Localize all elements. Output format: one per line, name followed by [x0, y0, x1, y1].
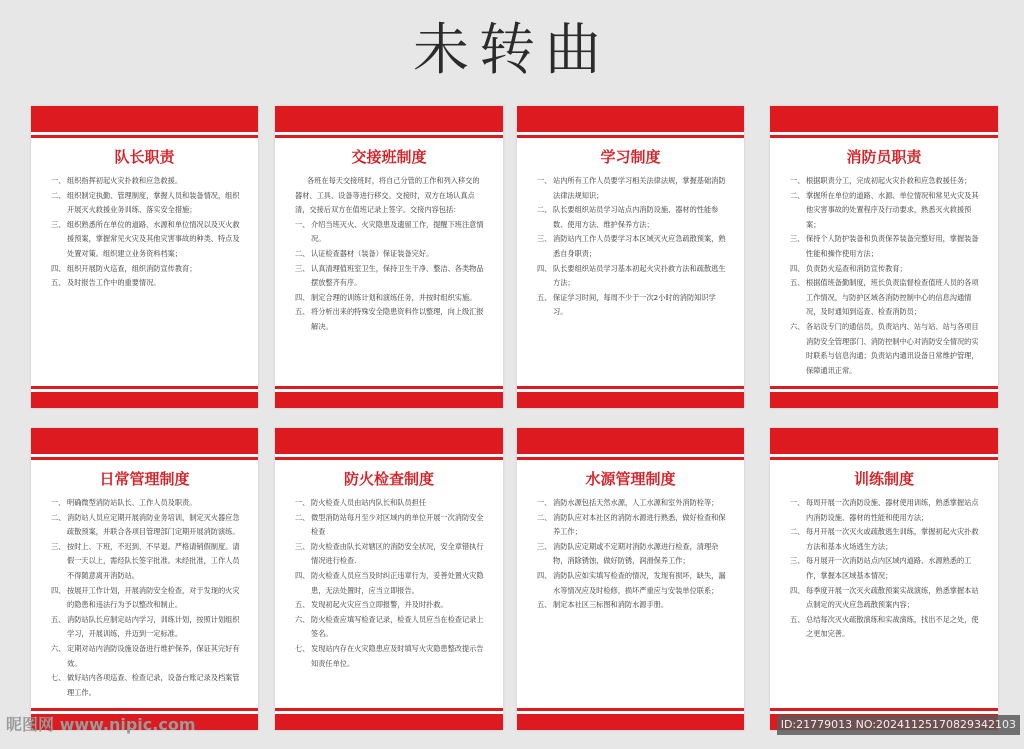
board-bottom-band — [770, 392, 998, 408]
watermark-logo: 昵图网 www.nipic.com — [6, 715, 196, 734]
board-top-band — [517, 428, 744, 454]
list-item — [790, 276, 980, 320]
list-item-text: 队长要组织站员学习站点内消防设施、器材的性能参数、使用方法、维护保养方法； — [553, 205, 719, 229]
board-top-line — [770, 457, 998, 460]
list-item — [537, 569, 726, 598]
list-item — [295, 613, 485, 642]
list-item — [51, 511, 240, 540]
list-item-text: 组织熟悉所在单位的道路、水源和单位情况以及灭火救援预案，掌握常见火灾及其他灾害事故的种类、特点及处置对策。组织建立业务资料档案； — [67, 219, 240, 258]
board-body — [51, 174, 240, 291]
list-item — [537, 203, 726, 232]
list-item-number: 五、 — [537, 600, 552, 610]
list-item-text: 消防队应如实填写检查的情况，发现有损坏，缺失，漏水等情况应及时检修，损坏严重应与安装单位联系； — [553, 570, 726, 595]
list-item — [790, 232, 980, 261]
board-body — [790, 174, 980, 378]
board-top-band — [31, 106, 258, 132]
list-item-text: 发现初起火灾应当立即报警，并及时扑救。 — [311, 600, 448, 610]
list-item-number: 四、 — [790, 585, 805, 595]
board-6 — [275, 428, 503, 730]
list-item — [51, 584, 240, 613]
list-item-text: 认证检查器材（装备）保证装备完好。 — [311, 248, 434, 258]
board-bottom-line — [770, 386, 998, 389]
list-item-text: 站内所有工作人员要学习相关法律法规，掌握基础消防法律法规知识； — [553, 176, 726, 200]
list-item — [295, 218, 485, 247]
list-item-text: 明确微型消防站队长、工作人员及职责。 — [67, 498, 197, 507]
list-item-text: 掌握所在单位的道路、水源、单位情况和常见火灾及其他灾害事故的处置程序及行动要求，熟悉灭火救援预案； — [806, 190, 979, 229]
board-body — [537, 174, 726, 320]
list-item-number: 四、 — [790, 263, 805, 273]
list-item-text: 每周开展一次消防设施、器材使用训练，熟悉掌握站点内消防设施、器材的性能和使用方法； — [806, 498, 979, 522]
list-item — [537, 232, 726, 261]
list-item-number: 七、 — [295, 643, 310, 653]
list-item-number: 六、 — [790, 321, 805, 331]
list-item-text: 防火检查人员由站内队长和队员担任 — [311, 498, 427, 507]
list-item — [537, 174, 726, 203]
board-top-line — [517, 457, 744, 460]
list-item-text: 每月开展一次灭火或疏散逃生训练，掌握初起火灾扑救方法和基本火场逃生方法； — [806, 527, 979, 551]
board-bottom-line — [517, 386, 744, 389]
board-bottom-line — [517, 708, 744, 711]
board-2 — [275, 106, 503, 408]
list-item-number: 五、 — [537, 292, 552, 302]
list-item-text: 根据值班备勤制度，班长负责监督检查值班人员的各项工作情况，与防护区域各消防控制中心的信息沟通情况，及时通知到巡查、检查消防员； — [806, 278, 979, 317]
board-title: 训练制度 — [853, 470, 914, 488]
list-item — [790, 189, 980, 233]
list-item — [790, 613, 980, 642]
list-item-text: 按展开工作计划，开展消防安全检查，对于发现的火灾的隐患和违法行为予以整改和制止。 — [67, 585, 240, 610]
list-item — [295, 569, 485, 598]
list-item-text: 防火检查由队长对辖区的消防安全状况，安全章错执行情况进行检查. — [311, 541, 484, 566]
list-item-text: 消防站内工作人员要学习本区域灭火应急疏散预案，熟悉自身职责； — [553, 234, 726, 258]
list-item-text: 消防站人员应定期开展消防业务培训，制定灭火器应急疏散预案，并联合各项目管理部门定期开展消防演练。 — [67, 512, 240, 537]
board-title: 消防员职责 — [846, 148, 922, 166]
list-item-number: 二、 — [295, 512, 310, 522]
board-top-band — [770, 106, 998, 132]
list-item-text: 消防站队长应制定站内学习，训练计划，按照计划组织学习，开展训练，并迈到一定标准。 — [67, 614, 240, 639]
board-body — [295, 174, 485, 335]
board-3 — [517, 106, 744, 408]
list-item — [537, 511, 726, 540]
board-4 — [770, 106, 998, 408]
list-item — [295, 247, 485, 262]
board-top-line — [31, 457, 258, 460]
list-item — [790, 525, 980, 554]
board-top-line — [275, 457, 503, 460]
list-item-number: 一、 — [295, 219, 310, 229]
board-title: 防火检查制度 — [343, 470, 434, 488]
list-item-number: 六、 — [295, 614, 310, 624]
board-title: 日常管理制度 — [99, 470, 190, 488]
list-item-number: 四、 — [537, 263, 552, 273]
list-item-text: 微型消防站每月至少对区域内的单位开展一次消防安全检查 — [311, 512, 484, 537]
list-item-number: 二、 — [51, 512, 66, 522]
list-item — [295, 305, 485, 334]
list-item-number: 三、 — [790, 556, 805, 566]
list-item-text: 将分析出来的特殊安全隐患资料作以整理，向上级汇报解决。 — [311, 307, 484, 331]
list-item-number: 一、 — [51, 498, 66, 507]
board-top-band — [770, 428, 998, 454]
list-item-number: 四、 — [537, 570, 552, 580]
board-body — [537, 496, 726, 613]
list-item-number: 二、 — [51, 190, 66, 200]
board-bottom-band — [31, 392, 258, 408]
list-item — [537, 262, 726, 291]
board-paragraph: 各班在每天交接班时，将自己分管的工作和列入移交的器材、工具、设备等进行移交。交接时，双方在场认真点清，交接后双方在值班记录上签字。交接内容包括： — [295, 176, 480, 215]
list-item — [51, 218, 240, 262]
board-5 — [31, 428, 258, 730]
list-item-text: 制定合理的训练计划和演练任务，并按时组织实施。 — [311, 292, 477, 302]
list-item-text: 及时报告工作中的重要情况。 — [67, 278, 161, 288]
list-item-text: 消防队应对本社区的消防水源进行熟悉，做好检查和保养工作； — [553, 512, 726, 537]
board-top-line — [770, 135, 998, 138]
list-item-number: 五、 — [51, 278, 66, 288]
list-item-number: 七、 — [51, 673, 66, 683]
board-body — [295, 496, 485, 671]
list-item-number: 三、 — [537, 234, 552, 244]
list-item — [51, 540, 240, 584]
list-item — [295, 291, 485, 306]
list-item — [537, 291, 726, 320]
list-item-number: 三、 — [790, 234, 805, 244]
list-item-text: 组织开展防火巡查，组织消防宣传教育； — [67, 263, 197, 273]
board-bottom-line — [275, 386, 503, 389]
list-item — [295, 642, 485, 671]
board-bottom-band — [517, 714, 744, 730]
board-top-band — [275, 428, 503, 454]
board-top-line — [275, 135, 503, 138]
list-item — [51, 276, 240, 291]
board-1 — [31, 106, 258, 408]
board-bottom-line — [770, 708, 998, 711]
list-item-number: 五、 — [295, 307, 310, 317]
list-item — [295, 496, 485, 511]
list-item-text: 消防水源包括天然水源，人工水源和室外消防栓等； — [553, 498, 719, 507]
list-item-number: 三、 — [295, 541, 310, 551]
board-bottom-band — [517, 392, 744, 408]
list-item-number: 三、 — [51, 541, 66, 551]
board-bottom-line — [31, 708, 258, 711]
board-title: 交接班制度 — [351, 148, 427, 166]
list-item-text: 每季度开展一次灭火疏散预案实战演练，熟悉掌握本站点制定的灭火应急疏散预案内容； — [806, 585, 979, 610]
list-item — [51, 262, 240, 277]
list-item-number: 一、 — [295, 498, 310, 507]
list-item-number: 三、 — [295, 263, 310, 273]
list-item-number: 一、 — [790, 176, 805, 185]
list-item — [790, 174, 980, 189]
board-body — [790, 496, 980, 642]
list-item — [295, 540, 485, 569]
list-item-text: 根据职责分工，完成初起火灾扑救和应急救援任务； — [806, 176, 972, 185]
list-item — [790, 496, 980, 525]
board-body — [51, 496, 240, 700]
list-item-number: 二、 — [790, 527, 805, 537]
list-item-text: 发现站内存在火灾隐患应及时填写火灾隐患整改提示告知责任单位。 — [311, 643, 484, 668]
list-item — [537, 496, 726, 511]
list-item-number: 三、 — [537, 541, 552, 551]
list-item-text: 认真清理值班室卫生，保持卫生干净、整洁、各类物品摆放整齐有序。 — [311, 263, 484, 288]
list-item-text: 保持个人防护装备和负责保养装备完整好用，掌握装备性能和操作使用方法； — [806, 234, 979, 258]
board-top-band — [31, 428, 258, 454]
list-item-text: 各站设专门的通信员，负责站内、站与站、站与各项目消防安全管理部门、消防控制中心对消防安全情况的实时联系与信息沟通；负责站内通讯设备日常维护管理，保障通讯正常。 — [806, 321, 979, 375]
list-item-text: 保证学习时间，每周不少于一次2小时的消防知识学习。 — [553, 292, 716, 317]
list-item — [537, 540, 726, 569]
list-item — [51, 642, 240, 671]
list-item-text: 负责防火巡查和消防宣传教育； — [806, 263, 907, 273]
list-item-number: 四、 — [295, 292, 310, 302]
board-bottom-band — [275, 392, 503, 408]
board-top-band — [275, 106, 503, 132]
board-8 — [770, 428, 998, 730]
list-item-number: 五、 — [790, 614, 805, 624]
list-item — [790, 554, 980, 583]
list-item-number: 一、 — [537, 176, 552, 185]
list-item-text: 消防队应定期或不定期对消防水源进行检查，清理杂物，消除锈蚀，做好防锈，润滑保养工作； — [553, 541, 719, 566]
list-item — [51, 496, 240, 511]
list-item-text: 每月展开一次消防站点内区域内道路、水源熟悉的工作，掌握本区域基本情况； — [806, 556, 972, 580]
board-title: 学习制度 — [600, 148, 661, 166]
list-item — [790, 262, 980, 277]
list-item-text: 队长要组织站员学习基本初起火灾扑救方法和疏散逃生方法； — [553, 263, 726, 288]
board-bottom-line — [31, 386, 258, 389]
list-item-number: 四、 — [295, 570, 310, 580]
list-item — [295, 511, 485, 540]
list-item-text: 定期对站内消防设施设备进行维护保养，保证其完好有效。 — [67, 643, 240, 668]
list-item-number: 五、 — [790, 278, 805, 288]
list-item-number: 二、 — [295, 248, 310, 258]
list-item — [790, 320, 980, 378]
board-7 — [517, 428, 744, 730]
list-item — [51, 174, 240, 189]
list-item-number: 五、 — [295, 600, 310, 610]
list-item-number: 一、 — [51, 176, 66, 185]
list-item-text: 防火检查人员应当及时纠正违章行为，妥善处置火灾隐患，无法处置时，应当立即报告。 — [311, 570, 484, 595]
list-item-number: 一、 — [537, 498, 552, 507]
list-item-number: 二、 — [790, 190, 805, 200]
list-item — [537, 598, 726, 613]
page-title: 未转曲 — [413, 18, 611, 83]
list-item-text: 介绍当班灭火、火灾隐患及遗留工作，提醒下班注意情况。 — [311, 219, 484, 244]
board-bottom-band — [275, 714, 503, 730]
board-top-band — [517, 106, 744, 132]
board-top-line — [517, 135, 744, 138]
list-item-number: 二、 — [537, 205, 552, 215]
list-item — [295, 598, 485, 613]
list-item-number: 四、 — [51, 585, 66, 595]
list-item-text: 制定本社区三标图和消防水源手册。 — [553, 600, 669, 610]
board-top-line — [31, 135, 258, 138]
list-item-number: 五、 — [51, 614, 66, 624]
list-item-text: 做好站内各项巡查、检查记录，设备台账记录及档案管理工作。 — [67, 673, 240, 697]
list-item — [51, 189, 240, 218]
list-item-text: 组织指挥初起火灾扑救和应急救援。 — [67, 176, 183, 185]
list-item-number: 一、 — [790, 498, 805, 507]
list-item-number: 六、 — [51, 643, 66, 653]
list-item — [790, 584, 980, 613]
board-bottom-line — [275, 708, 503, 711]
board-title: 队长职责 — [114, 148, 175, 166]
list-item-number: 二、 — [537, 512, 552, 522]
list-item-text: 按时上、下班，不迟到、不早退。严格请销假制度。请假一天以上，需经队长签字批准。未经批准，工作人员不得随意离开消防站。 — [67, 541, 240, 580]
list-item — [51, 613, 240, 642]
list-item — [51, 671, 240, 700]
list-item-text: 防火检查应填写检查记录，检查人员应当在检查记录上签名。 — [311, 614, 484, 639]
board-title: 水源管理制度 — [585, 470, 676, 488]
list-item-number: 四、 — [51, 263, 66, 273]
list-item-text: 总结每次灭火疏散演练和实战演练，找出不足之处，使之更加完善。 — [806, 614, 979, 639]
watermark-id: ID:21779013 NO:20241125170829342103 — [777, 715, 1020, 735]
list-item-text: 组织制定执勤、管理制度，掌握人员和装备情况，组织开展灭火救援业务训练、落实安全措施； — [67, 190, 240, 215]
list-item — [295, 262, 485, 291]
list-item-number: 三、 — [51, 219, 66, 229]
